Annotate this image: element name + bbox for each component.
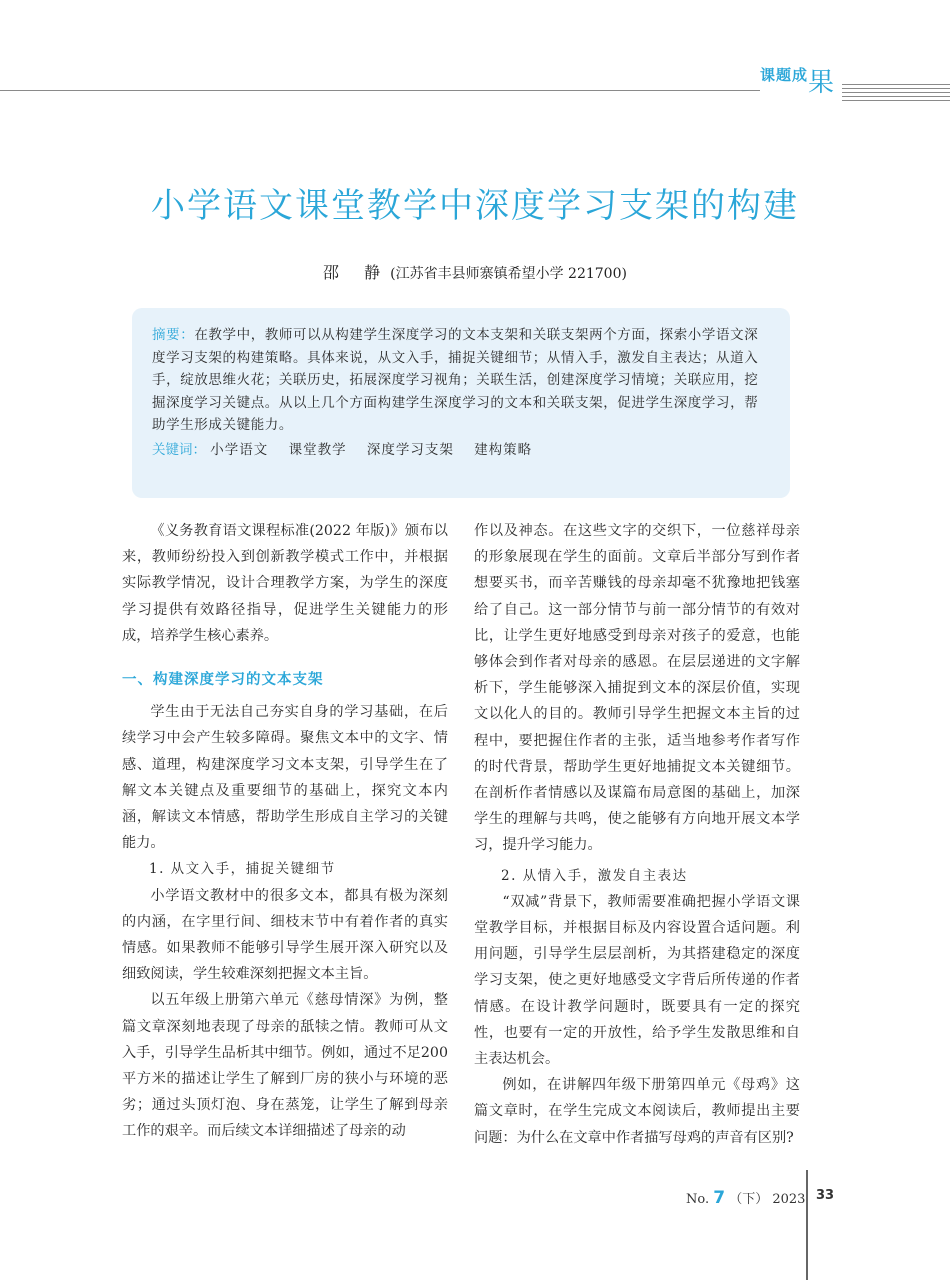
keyword: 深度学习支架 [366, 441, 454, 458]
header-rule-right-1 [842, 84, 950, 85]
author-line [0, 260, 950, 283]
page-number: 33 [816, 1188, 835, 1203]
abstract-label: 摘要： [152, 327, 195, 343]
header-rule-right-3 [842, 92, 950, 93]
keywords-label: 关键词： [152, 441, 206, 458]
footer-issue [686, 1188, 805, 1208]
keywords [152, 439, 770, 461]
header-rule-right-5 [842, 100, 950, 101]
paragraph: 例如，在讲解四年级下册第四单元《母鸡》这篇文章时，在学生完成文本阅读后，教师提出主要问题：为什么在文章中作者描写母鸡的声音有区别? [474, 1077, 800, 1146]
section-heading-1: 一、构建深度学习的文本支架 [122, 672, 324, 689]
abstract [152, 324, 770, 437]
paragraph-continued: 作以及神态。在这些文字的交织下，一位慈祥母亲的形象展现在学生的面前。文章后半部分写到作者想要买书，而辛苦赚钱的母亲却毫不犹豫地把钱塞给了自己。这一部分情节与前一部分情节的有效对比，让学生更好地感受到母亲对孩子的爱意，也能够体会到作者对母亲的感恩。在层层递进的文字解析下，学生能够深入捕捉到文本的深层价值，实现文以化人的目的。教师引导学生把握文本主旨的过程中，要把握住作者的主张，适当地参考作者写作的时代背景，帮助学生更好地捕捉文本关键细节。在剖析作者情感以及谋篇布局意图的基础上，加深学生的理解与共鸣，使之能够有方向地开展文本学习，提升学习能力。 [474, 523, 800, 854]
author-affiliation: (江苏省丰县师寨镇希望小学 221700) [390, 266, 627, 282]
section-label-big: 果 [808, 68, 835, 98]
author-name: 邵 静 [323, 263, 391, 282]
abstract-box [132, 308, 790, 498]
subsection-heading-1: 1. 从文入手，捕捉关键细节 [149, 861, 336, 878]
paragraph-intro: 《义务教育语文课程标准(2022 年版)》颁布以来，教师纷纷投入到创新教学模式工作中，并根据实际教学情况，设计合理教学方案，为学生的深度学习提供有效路径指导，促进学生关键能力的形成，培养学生核心素养。 [122, 523, 448, 644]
header-rule-right-4 [842, 96, 950, 97]
header-rule-long [0, 90, 760, 91]
header-rule-right-2 [842, 88, 950, 89]
paragraph: 小学语文教材中的很多文本，都具有极为深刻的内涵，在字里行间、细枝末节中有着作者的真实情感。如果教师不能够引导学生展开深入研究以及细致阅读，学生较难深刻把握文本主旨。 [122, 887, 448, 983]
footer-divider [806, 1170, 808, 1280]
keyword: 建构策略 [474, 441, 533, 458]
body-column-right [474, 518, 800, 1151]
abstract-text: 在教学中，教师可以从构建学生深度学习的文本支架和关联支架两个方面，探索小学语文深度学习支架的构建策略。具体来说，从文入手，捕捉关键细节；从情入手，激发自主表达；从道入手，绽放思维火花；关联历史，拓展深度学习视角；关联生活，创建深度学习情境；关联应用，挖掘深度学习关键点。从以上几个方面构建学生深度学习的文本和关联支架，促进学生深度学习，帮助学生形成关键能力。 [152, 327, 759, 434]
paragraph: “双减”背景下，教师需要准确把握小学语文课堂教学目标，并根据目标及内容设置合适问题。利用问题，引导学生层层剖析，为其搭建稳定的深度学习支架，使之更好地感受文字背后所传递的作者情感。在设计教学问题时，既要具有一定的探究性，也要有一定的开放性，给予学生发散思维和自主表达机会。 [474, 893, 800, 1068]
footer-suffix: （下） 2023 [729, 1192, 806, 1207]
subsection-heading-2: 2. 从情入手，激发自主表达 [501, 867, 688, 884]
footer-issue-number: 7 [713, 1188, 726, 1208]
paragraph: 学生由于无法自己夯实自身的学习基础，在后续学习中会产生较多障碍。聚焦文本中的文字、情感、道理，构建深度学习文本支架，引导学生在了解文本关键点及重要细节的基础上，探究文本内涵，解读文本情感，帮助学生形成自主学习的关键能力。 [122, 704, 448, 852]
body-column-left [122, 518, 448, 1145]
footer-prefix: No. [686, 1192, 710, 1207]
keyword: 小学语文 [210, 441, 269, 458]
keyword: 课堂教学 [288, 441, 347, 458]
article-title: 小学语文课堂教学中深度学习支架的构建 [151, 186, 799, 226]
section-label: 课题成 [760, 66, 809, 84]
paragraph: 以五年级上册第六单元《慈母情深》为例，整篇文章深刻地表现了母亲的舐犊之情。教师可从文入手，引导学生品析其中细节。例如，通过不足200平方米的描述让学生了解到厂房的狭小与环境的恶劣；通过头顶灯泡、身在蒸笼，让学生了解到母亲工作的艰辛。而后续文本详细描述了母亲的动 [122, 992, 448, 1140]
